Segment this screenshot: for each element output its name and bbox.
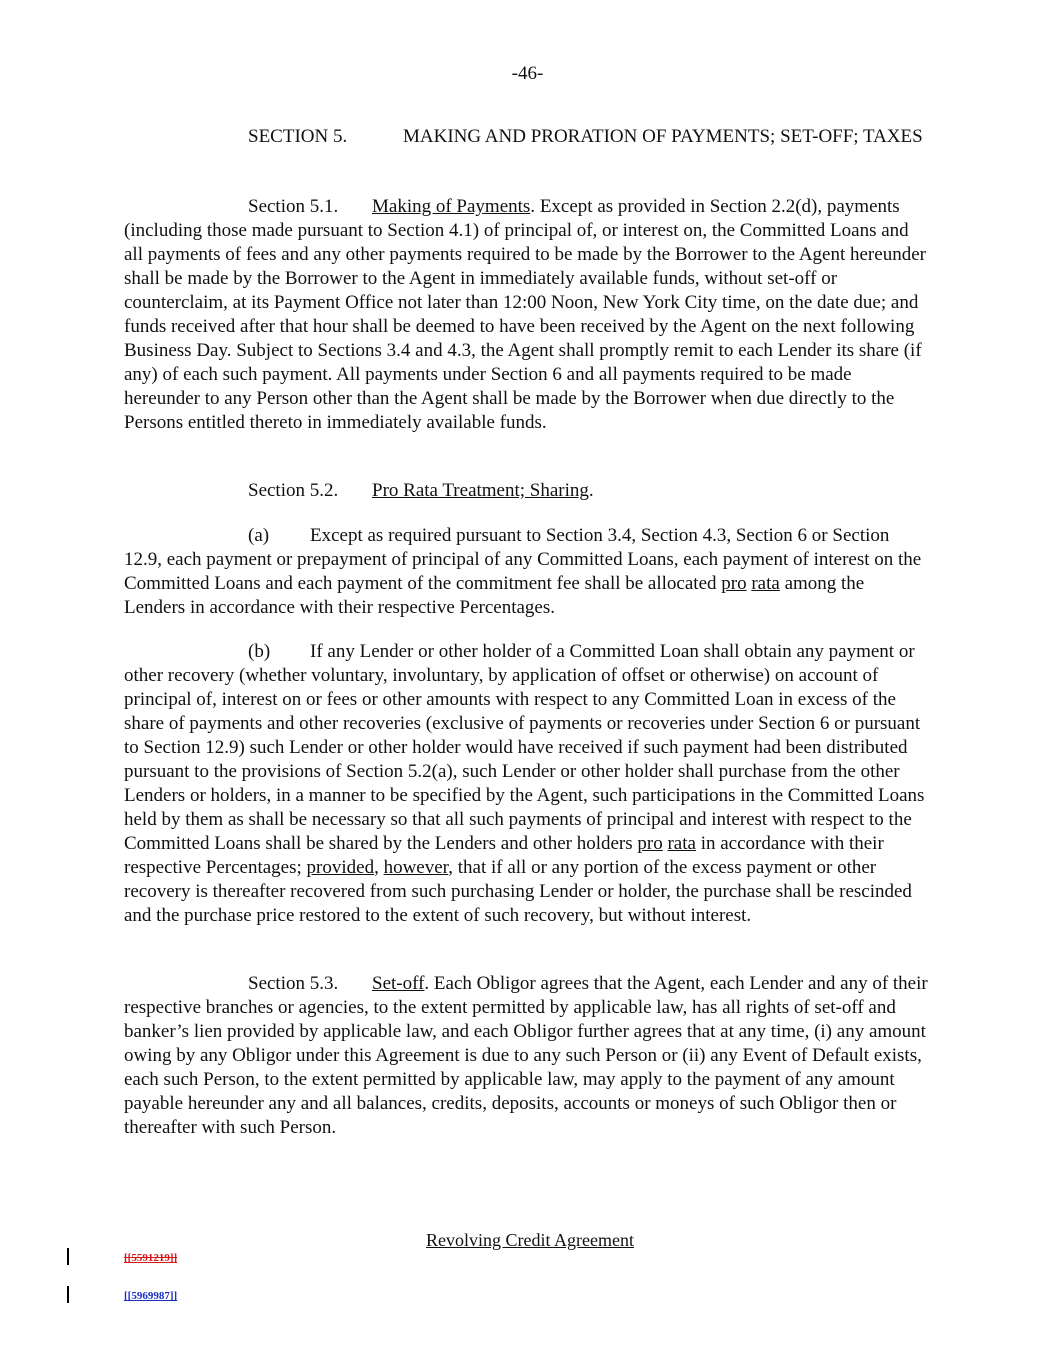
item-a-text-1: Except as required pursuant to Section 3.4, Section 4.3, Section 6 or Section 12.9, each payment or prepayment of principal of any Committed Loans, each payment of interest on the Committed Loans and each payment of the commitment fee shall be allocated — [124, 525, 922, 594]
item-b-label: (b) — [248, 641, 271, 662]
item-b-text-2: in accordance with their respective Percentages; — [124, 833, 884, 878]
item-b-provided: provided — [306, 857, 375, 878]
section-5-3-paragraph — [124, 972, 930, 1140]
section-5-1-title: Making of Payments — [372, 196, 531, 217]
old-document-id — [124, 1252, 177, 1264]
item-b-text-3: , that if all or any portion of the excess payment or other recovery is thereafter recovered from such purchasing Lender or holder, the purchase shall be rescinded and the purchase price restored to the extent of such recovery, but without interest. — [124, 857, 912, 926]
item-a-rata: rata — [751, 573, 780, 594]
item-b-rata: rata — [667, 833, 696, 854]
item-b-however: however — [383, 857, 449, 878]
change-bar — [67, 1286, 69, 1303]
footer-title: Revolving Credit Agreement — [426, 1230, 634, 1250]
section-5-3-number: Section 5.3. — [248, 973, 339, 994]
section-5-1-number: Section 5.1. — [248, 196, 339, 217]
item-b-pro: pro — [637, 833, 663, 854]
section-5-2-b-paragraph — [124, 640, 930, 928]
section-title: MAKING AND PRORATION OF PAYMENTS; SET-OFF; TAXES — [403, 126, 923, 147]
section-5-1-text: . Except as provided in Section 2.2(d), payments (including those made pursuant to Section 4.1) of principal of, or interest on, the Committed Loans and all payments of fees and any other payments required to be made by the Borrower to the Agent hereunder shall be made by the Borrower to the Agent in immediately available funds, without set-off or counterclaim, at its Payment Office not later than 12:00 Noon, New York City time, on the date due; and funds received after that hour shall be deemed to have been received by the Agent on the next following Business Day. Subject to Sections 3.4 and 4.3, the Agent shall promptly remit to each Lender its share (if any) of each such payment. All payments under Section 6 and all payments required to be made hereunder to any Person other than the Agent shall be made by the Borrower when due directly to the Persons entitled thereto in immediately available funds. — [124, 196, 926, 433]
change-bar — [67, 1248, 69, 1265]
item-b-text-1: If any Lender or other holder of a Committed Loan shall obtain any payment or other recovery (whether voluntary, involuntary, by application of offset or otherwise) on account of principal of, interest on or fees or other amounts with respect to any Committed Loan in excess of the share of payments and other recoveries (exclusive of payments or recoveries under Section 6 or pursuant to Section 12.9) such Lender or other holder would have received if such payment had been distributed pursuant to the provisions of Section 5.2(a), such Lender or other holder shall purchase from the other Lenders or holders, in a manner to be specified by the Agent, such participations in the Committed Loans held by them as shall be necessary so that all such payments of principal and interest with respect to the Committed Loans shall be shared by the Lenders and other holders — [124, 641, 925, 854]
section-5-2-a-paragraph — [124, 524, 930, 620]
section-5-2-number: Section 5.2. — [248, 480, 339, 501]
section-5-2-title: Pro Rata Treatment; Sharing — [372, 480, 589, 501]
section-5-2-heading — [124, 479, 930, 503]
section-5-1-paragraph — [124, 195, 930, 435]
item-a-text-2: among the Lenders in accordance with their respective Percentages. — [124, 573, 865, 618]
section-number: SECTION 5. — [248, 126, 348, 147]
section-5-3-title: Set-off — [372, 973, 425, 994]
page-number: -46- — [511, 63, 544, 84]
item-b-comma: , — [374, 857, 384, 878]
item-a-pro: pro — [721, 573, 747, 594]
old-document-id-text: [[5591219]] — [124, 1252, 178, 1264]
item-a-label: (a) — [248, 525, 270, 546]
section-5-2-title-end: . — [588, 480, 594, 501]
new-document-id: [[5969987]] — [124, 1290, 178, 1302]
section-5-3-text: . Each Obligor agrees that the Agent, each Lender and any of their respective branches or agencies, to the extent permitted by applicable law, has all rights of set-off and banker’s lien provided by applicable law, and each Obligor further agrees that at any time, (i) any amount owing by any Obligor under this Agreement is due to any such Person or (ii) any Event of Default exists, each such Person, to the extent permitted by applicable law, may apply to the payment of any amount payable hereunder any and all balances, credits, deposits, accounts or moneys of such Obligor then or thereafter with such Person. — [124, 973, 928, 1138]
